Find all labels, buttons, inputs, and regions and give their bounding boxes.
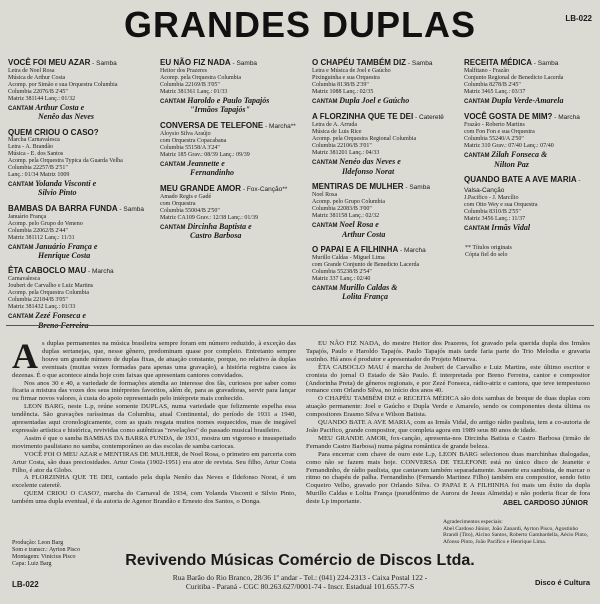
performer-name: Noel Rosa e xyxy=(339,220,379,230)
performer-name: Dupla Joel e Gaúcho xyxy=(339,96,410,105)
production-line: Capa: Luiz Barg xyxy=(12,561,52,567)
song-entry xyxy=(312,182,452,239)
company-name: Revivendo Músicas Comércio de Discos Ltda. xyxy=(125,552,475,569)
song-credit-line: Letra de Noel Rosa xyxy=(8,68,55,74)
production-line: Produção: Leon Barg xyxy=(12,540,64,546)
song-performers xyxy=(160,223,300,241)
song-title xyxy=(464,58,596,68)
song-credit-line: Murillo Caldas - Miguel Lima xyxy=(312,255,385,262)
cantam-label: CANTAM xyxy=(160,224,188,231)
song-entry xyxy=(8,204,148,261)
song-title xyxy=(312,58,452,68)
performer-name: Dircinha Baptista e xyxy=(187,221,252,231)
song-performers xyxy=(160,160,300,178)
song-title-text: VOCÊ FOI MEU AZAR xyxy=(8,58,91,67)
song-credit-line: Música de Arthur Costa xyxy=(8,75,66,81)
address-line-1: Rua Barão do Rio Branco, 28/36 1º andar - Tel.: (041) 224-2313 - Caixa Postal 122 - xyxy=(172,573,428,582)
song-credit-line: Januário França xyxy=(8,213,47,220)
song-credit-line: Lanç.: 01/34 Matriz 1009 xyxy=(8,171,70,178)
song-title xyxy=(312,112,452,122)
performer-name: Nenéo das Neves e xyxy=(339,157,401,167)
cantam-label: CANTAM xyxy=(312,160,340,167)
company-address xyxy=(0,573,600,591)
performer-name: Jeannette e xyxy=(187,158,225,168)
song-credit-line: Malfitano - Frazão xyxy=(464,68,509,74)
liner-paragraph: ÊTA CABOCLO MAU é marcha de Joubert de Carvalho e Luiz Martins, este último escritor e cronista do jornal O Estado de São Paulo. É interpretada por Breno Ferreira, cantor e compositor (Andorinha Preta) de gêneros regionais, e por Zezé Fonseca, rádio-atriz e cantora, que teve tempestuoso romance com Orlando Silva, no início dos anos 40. xyxy=(306,363,590,395)
song-credit-line: Matriz 337 Lanç.: 02/40 xyxy=(312,276,371,283)
song-credit-line: com Orquestra Copacabana xyxy=(160,137,227,144)
song-credit-line: Columbia 8138/B 2'39" xyxy=(312,82,369,88)
liner-paragraph: MEU GRANDE AMOR, fox-canção, apresenta-nos Dircinha Batista e Castro Barbosa (irmão de Fernando Castro Barbosa) numa página romântica de grande beleza. xyxy=(306,434,590,450)
song-title-text: EU NÃO FIZ NADA xyxy=(160,58,231,67)
cantam-label: CANTAM xyxy=(312,286,340,293)
song-genre: - Samba xyxy=(406,60,433,67)
song-credit-line: Columbia 22106/B 3'01" xyxy=(312,143,372,150)
song-credit-line: com Fon Fon e sua Orquestra xyxy=(464,129,535,136)
song-title xyxy=(160,58,300,68)
dropcap: A xyxy=(12,336,38,376)
performer-name: Irmãs Vidal xyxy=(491,223,531,233)
liner-paragraph: A FLORZINHA QUE TE DEI, cantado pela dupla Nenêo das Neves e Ildefonso Norat, é um excelente cateretê. xyxy=(12,474,296,490)
performer-name: Zilah Fonseca & xyxy=(491,150,548,160)
song-credit-line: Carnavalesca xyxy=(8,276,40,283)
song-entry xyxy=(8,266,148,330)
song-performers xyxy=(312,284,452,302)
song-credit-line: Columbia 22083/B 3'00" xyxy=(312,206,372,213)
address-line-2: Curitiba - Paraná - CGC 80.263.627/0001-74 - Inscr. Estadual 101.655.77-S xyxy=(185,582,415,591)
song-genre: - Samba xyxy=(117,205,144,213)
song-title-text: QUANDO BATE A AVE MARIA xyxy=(464,175,577,185)
song-credit-line: Columbia 22169/B 3'05" xyxy=(160,82,220,88)
liner-paragraph: O CHAPÉU TAMBÉM DIZ e RECEITA MÉDICA são dois sambas de breque de duas duplas com atuação permanente: Joel e Gaúcho e Dupla Verde e Amarelo, sendo os componentes desta última os compositores Erasmo Silva e Wilson Batista. xyxy=(306,395,590,419)
song-credit-line: Marcha Carnavalesca xyxy=(8,136,60,143)
song-title-text: O CHAPÉU TAMBÉM DIZ xyxy=(312,58,407,67)
song-performers xyxy=(8,104,148,122)
song-credit-line: Música - E. dos Santos xyxy=(8,150,64,157)
song-credit-line: Acomp. por Simão e sua Orquestra Columbia xyxy=(8,82,118,88)
song-credit-line: J.Pacifico - J. Marcílio xyxy=(464,195,519,202)
song-credit-line: Columbia 8310/B 2'55" xyxy=(464,209,521,216)
song-genre: - Samba xyxy=(90,60,117,67)
catalog-code: LB-022 xyxy=(565,14,592,23)
song-credit-line: Matriz 381201 Lanç.: 04/33 xyxy=(312,150,380,157)
cantam-label: CANTAM xyxy=(312,223,340,230)
liner-paragraph: s duplas permanentes na música brasileira sempre foram em número reduzido, à exceção das duplas sertanejas, que, nesse gênero, predominam quase por completo. Entretanto sempre houve um grande número de duplas fixas, de atuação constante, porque, no relativo às duplas eventuais (muitas vezes formadas para apenas uma gravação), a história registra casos às dezenas. É o que acontece ainda hoje com faixas que apresentam cantores convidados. xyxy=(12,340,296,379)
song-credit-line: Amado Regis e Gadé xyxy=(160,193,212,200)
song-credit-line: Columbia 22076/B 2'45" xyxy=(8,89,68,95)
song-entry xyxy=(312,112,452,176)
cantam-label: CANTAM xyxy=(160,99,188,105)
song-performers xyxy=(464,97,596,106)
song-genre: - Marcha xyxy=(398,247,426,255)
song-title-text: MEU GRANDE AMOR xyxy=(160,183,242,193)
song-title xyxy=(464,112,596,122)
song-title-text: O PAPAI E A FILHINHA xyxy=(312,245,399,255)
cantam-label: CANTAM xyxy=(464,226,492,233)
song-credit-line: Matriz 381144 Lanç.: 01/32 xyxy=(8,96,76,102)
song-entry xyxy=(464,175,596,233)
performer-name: Ildefonso Norat xyxy=(342,166,395,176)
song-entry xyxy=(312,245,452,302)
song-credit-line: Acomp. pela Orquestra Typica da Guarda Velha xyxy=(8,157,123,164)
song-title-text: MENTIRAS DE MULHER xyxy=(312,182,404,192)
song-genre: - Cateretê xyxy=(413,114,444,122)
song-credit-line: Música de Luis Rice xyxy=(312,129,362,136)
song-genre: - Marcha xyxy=(86,268,114,276)
performer-name: Nilton Paz xyxy=(494,159,529,169)
cantam-label: CANTAM xyxy=(8,314,36,321)
tracklist-column-2 xyxy=(160,58,300,246)
cantam-label: CANTAM xyxy=(8,106,36,112)
performer-name: Murillo Caldas & xyxy=(339,283,398,293)
song-performers xyxy=(160,97,300,115)
song-genre: - Samba xyxy=(230,60,258,67)
song-credit-line: Columbia 55158/A 3'24" xyxy=(160,144,220,151)
song-credit-line: Matriz 310 Grav.: 07/40 Lanç.: 07/40 xyxy=(464,143,554,150)
slogan: Disco é Cultura xyxy=(534,578,590,587)
cantam-label: CANTAM xyxy=(464,153,492,160)
acknowledgements xyxy=(443,519,593,545)
liner-paragraph: Assim é que o samba BAMBAS DA BARRA FUNDA, de 1931, mostra um vigoroso e insuspeitado movimento paulistano no samba, contemporâneo ao das escolas de samba cariocas. xyxy=(12,434,296,450)
cantam-label: CANTAM xyxy=(464,99,492,105)
song-title xyxy=(8,266,148,276)
song-credit-line: Acomp. pela Orquestra Columbia xyxy=(8,290,89,297)
tracklist-column-4 xyxy=(464,58,596,240)
song-credit-line: Acomp. pelo Grupo Columbia xyxy=(312,199,385,206)
song-credit-line: Columbia 55004/B 2'50" xyxy=(160,207,220,214)
performer-name: Henrique Costa xyxy=(38,251,91,261)
song-entry xyxy=(312,58,452,106)
production-line: Montagem: Vinicius Pisco xyxy=(12,554,76,560)
performer-name: Dupla Verde-Amarela xyxy=(491,96,564,105)
song-performers xyxy=(312,221,452,239)
song-credit-line: Matriz 1088 Lanç.: 02/35 xyxy=(312,89,374,95)
performer-name: Castro Barbosa xyxy=(190,231,242,241)
performer-name: Haroldo e Paulo Tapajós xyxy=(187,96,270,105)
liner-paragraph: EU NÃO FIZ NADA, do mestre Heitor dos Prazeres, foi gravado pela querida dupla dos Irmãos Tapajós, Paulo e Haroldo Tapajós. Paulo Tapajós mais tarde faria parte do Trio Melodia e gravaria sozinho. Há anos é produtor e apresentador do Projeto Minerva. xyxy=(306,340,590,363)
song-performers xyxy=(464,151,596,169)
cantam-label: CANTAM xyxy=(8,244,36,251)
divider xyxy=(6,325,594,326)
liner-paragraph: Para encerrar com chave de ouro este L.p, LEON BARG selecionou duas marchinhas dialogadas, como não se fazem mais hoje. CONVERSA DE TELEFONE está no único disco de Jeanette e Fernandinho, de rádio paulista, que cantavam também separadamente. Jeanette era sambista, de marcar o ritmo no chapéu de palha. Fernandinho (Fernando Martinez Filho) também era compositor, sendo feito Coqueiro Velho, gravado por Orlando Silva. O PAPAI E A FILHINHA foi mais um êxito da dupla Murillo Caldas e Lolita França (pseudônimo de Aurora de Jesus Almeida) e não poderia ficar de fora deste Lp importante. xyxy=(306,450,590,506)
song-entry xyxy=(8,58,148,122)
performer-name: Januário França e xyxy=(35,241,98,251)
production-line: Som e transcr.: Ayrton Pisco xyxy=(12,547,80,553)
song-entry xyxy=(160,58,300,115)
cantam-label: CANTAM xyxy=(312,99,340,105)
song-credit-line: Acomp. pela Orquestra Regional Columbia xyxy=(312,136,417,143)
cantam-label: CANTAM xyxy=(8,181,36,188)
song-credit-line: Matriz 3456 Lanç.: 11/37 xyxy=(464,216,526,223)
song-title-text: QUEM CRIOU O CASO? xyxy=(8,127,99,137)
liner-paragraph: LEON BARG, neste L.p, reúne somente DUPLAS, numa variedade que felizmente espelha essa tendência. São gravações raríssimas da Columbia, atual Continental, do período de 1931 a 1940, apresentadas aqui cronologicamente, com as quais resgata muitos nomes esquecidos, mas de inegável expressão artística e histórica, revividas como autênticas "revelações" do passado musical brasileiro. xyxy=(12,403,296,434)
song-credit-line: Columbia 55238/B 2'54" xyxy=(312,269,372,276)
song-genre: - Valsa-Canção xyxy=(464,177,581,195)
song-title xyxy=(8,204,148,214)
song-credit-line: Matriz 381112 Lanç.: 11/31 xyxy=(8,234,75,241)
performer-name: Nenêo das Neves xyxy=(38,112,94,122)
song-credit-line: Letra de A. Arruda xyxy=(312,122,357,129)
performer-name: Lolita França xyxy=(342,292,389,302)
liner-paragraph: Nos anos 30 e 40, a variedade de formações atendia ao interesse dos fãs, curiosos por saber como ficaria a mistura das vozes dos seus intérpretes favoritos, além de, para as gravadoras, servir para lançar ou firmar novos valores, à custa do apoio representado pelo intérprete mais conhecido. xyxy=(12,379,296,403)
song-credit-line: Acomp. pelo Grupo do Veneno xyxy=(8,220,83,227)
song-credit-line: com Otto Wey e sua Orquestra xyxy=(464,202,538,209)
song-credit-line: Columbia 22257/B 2'51" xyxy=(8,164,68,171)
song-credit-line: Noel Rosa xyxy=(312,192,338,199)
song-credit-line: Matriz 185 Grav.: 08/39 Lanç.: 09/39 xyxy=(160,151,250,158)
song-credit-line: Matriz 3465 Lanç.: 03/37 xyxy=(464,89,526,95)
performer-name: Yolanda Visconti e xyxy=(35,178,97,188)
song-genre: - Samba xyxy=(532,60,559,67)
titles-note: ** Títulos originais Cópia fiel do selo xyxy=(465,245,512,258)
song-credit-line: Matriz 381432 Lanç.: 01/33 xyxy=(8,304,76,311)
song-performers xyxy=(8,243,148,261)
acknowledgements-text: Abel Cardoso Júnior, João Zanardi, Ayrton Pisco, Agostinho Brandi (Tito), Alcino Santos, Roberto Gambardella, Aécio Pinto, Afonso Pinto, João Pacifico e Henrique Lima. xyxy=(443,525,589,545)
song-title-text: A FLORZINHA QUE TE DEI xyxy=(312,112,414,122)
song-title-text: ÊTA CABOCLO MAU xyxy=(8,266,87,276)
song-credit-line: Joubert de Carvalho e Luiz Martins xyxy=(8,283,94,290)
song-genre: - Marcha** xyxy=(263,122,296,130)
song-title-text: RECEITA MÉDICA xyxy=(464,58,532,67)
acknowledgements-title: Agradecimentos especiais: xyxy=(443,519,503,525)
song-credit-line: Columbia 22184/B 3'05" xyxy=(8,297,68,304)
performer-name: Silvio Pinto xyxy=(38,188,77,198)
liner-author: ABEL CARDOSO JÚNIOR xyxy=(502,500,588,507)
song-title xyxy=(160,184,300,194)
song-entry xyxy=(464,112,596,169)
song-credit-line: Acomp. pela Orquestra Columbia xyxy=(160,75,241,81)
song-credit-line: Frazão - Roberto Martins xyxy=(464,122,525,129)
song-performers xyxy=(8,180,148,198)
song-entry xyxy=(160,184,300,241)
song-entry xyxy=(464,58,596,106)
song-genre: - Fox-Canção** xyxy=(241,185,288,193)
liner-notes-left xyxy=(12,336,296,506)
tracklist-column-1 xyxy=(8,58,148,336)
song-title xyxy=(8,58,148,68)
performer-name: Arthur Costa e xyxy=(35,103,85,112)
liner-paragraph: VOCÊ FOI O MEU AZAR e MENTIRAS DE MULHER, de Noel Rosa, o primeiro em parceria com Artur Costa, são duas preciosidades. Artur Costa (1902-1951) era ator de revista. Seu filho, Artur Costa Filho, é ator da Globo. xyxy=(12,450,296,474)
song-credit-line: Pixinguinha e sua Orquestra xyxy=(312,75,380,81)
song-credit-line: Columbia 22062/B 2'44" xyxy=(8,227,68,234)
performer-name: Zezé Fonseca e xyxy=(35,311,86,321)
song-performers xyxy=(312,158,452,176)
performer-name: "Irmãos Tapajós" xyxy=(190,105,250,115)
performer-name: Arthur Costa xyxy=(342,229,386,239)
song-credit-line: com Grande Conjunto de Benedicto Lacerda xyxy=(312,262,420,269)
song-title-text: CONVERSA DE TELEFONE xyxy=(160,120,264,130)
song-credit-line: Columbia 8278/B 2'45" xyxy=(464,82,521,88)
song-credit-line: Matriz 381158 Lanç.: 02/32 xyxy=(312,213,380,220)
song-credit-line: Matriz CA109 Grav.: 12/38 Lanç.: 01/39 xyxy=(160,214,259,221)
song-title-text: VOCÊ GOSTA DE MIM? xyxy=(464,112,553,122)
song-title-text: BAMBAS DA BARRA FUNDA xyxy=(8,203,118,213)
cantam-label: CANTAM xyxy=(160,161,188,168)
song-credit-line: Aloysio Silva Araújo xyxy=(160,130,211,137)
song-performers xyxy=(464,224,596,233)
song-title xyxy=(160,121,300,131)
song-credit-line: Matriz 381361 Lanç.: 01/33 xyxy=(160,89,228,95)
song-genre: - Marcha xyxy=(552,114,580,122)
liner-notes-right xyxy=(306,340,590,506)
catalog-code-bottom: LB-022 xyxy=(12,580,39,589)
song-credit-line: com Orquestra xyxy=(160,200,196,207)
liner-left-paragraphs xyxy=(12,336,296,506)
song-title xyxy=(8,128,148,137)
song-title xyxy=(312,245,452,255)
song-credit-line: Heitor dos Prazeres xyxy=(160,68,207,74)
performer-name: Fernandinho xyxy=(190,168,235,178)
song-genre: - Samba xyxy=(403,184,430,192)
song-performers xyxy=(312,97,452,106)
performer-name: Breno Ferreira xyxy=(38,320,89,330)
song-credit-line: Conjunto Regional de Benedicto Lacerda xyxy=(464,75,564,81)
song-credit-line: Columbia 55240/A 2'50" xyxy=(464,136,524,143)
song-credit-line: Letra - A. Brandão xyxy=(8,143,53,150)
liner-paragraph: QUEM CRIOU O CASO?, marcha do Carnaval de 1934, com Yolanda Visconti e Silvio Pinto, também uma dupla eventual, é da autoria de Agenor Brandão e Ernesto dos Santos, o Donga. xyxy=(12,490,296,506)
song-entry xyxy=(160,121,300,178)
song-performers xyxy=(8,312,148,330)
song-title xyxy=(312,182,452,192)
liner-paragraph: QUANDO BATE A AVE MARIA, com as Irmãs Vidal, do antigo rádio paulista, tem a co-autoria de João Pacifico, grande compositor, que completa agora em 1989 seus 80 anos de idade. xyxy=(306,419,590,434)
song-title xyxy=(464,175,596,195)
album-title: GRANDES DUPLAS xyxy=(123,4,477,45)
tracklist-column-3 xyxy=(312,58,452,308)
liner-right-paragraphs xyxy=(306,340,590,506)
song-entry xyxy=(8,128,148,198)
song-credit-line: Letra e Música de Joel e Gaúcho xyxy=(312,68,391,74)
